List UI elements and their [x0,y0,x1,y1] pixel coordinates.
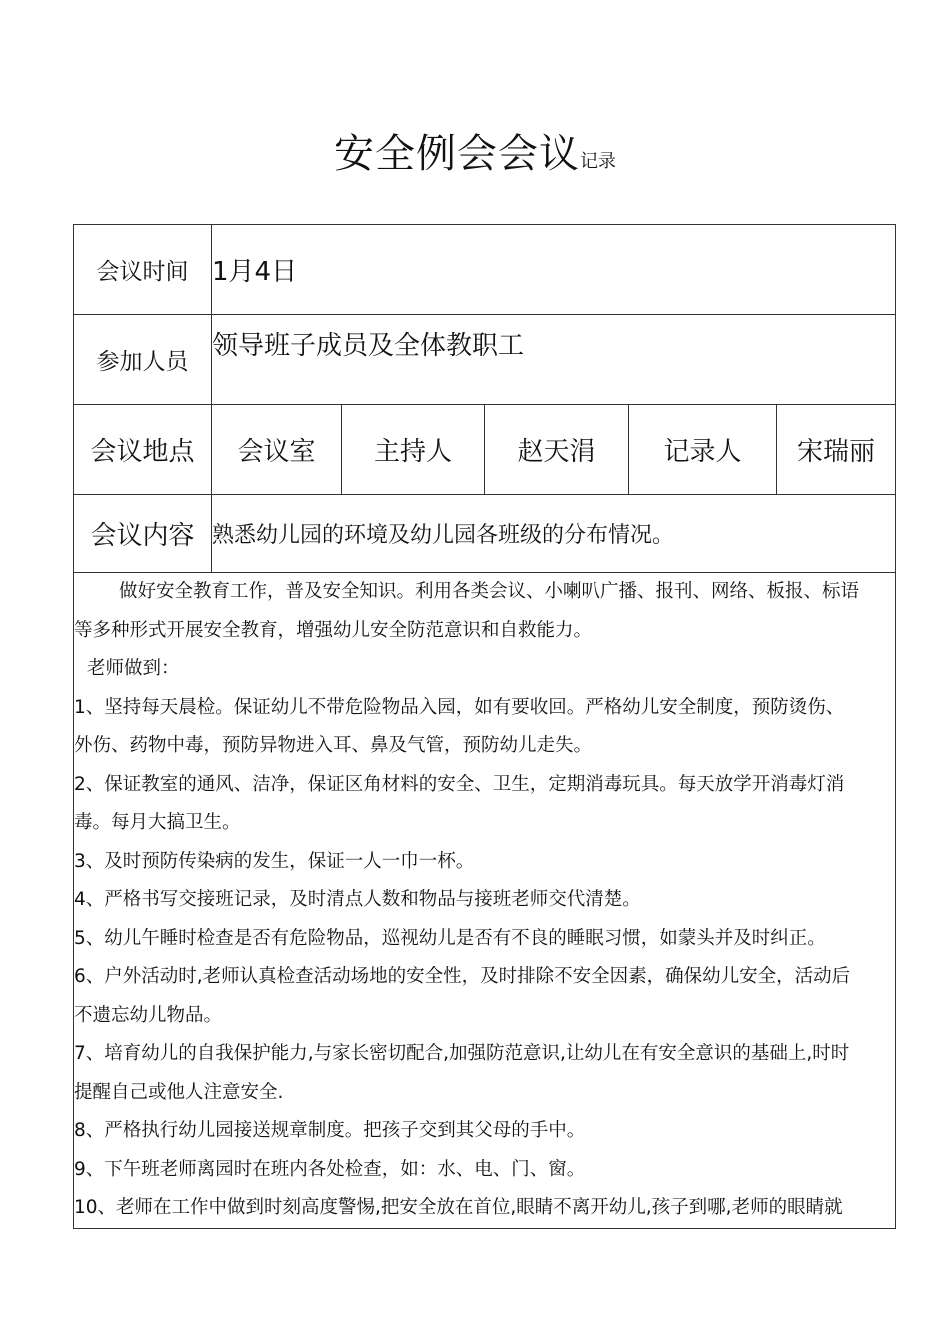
time-label: 会议时间 [74,225,212,315]
body-line: 外伤、药物中毒，预防异物进入耳、鼻及气管，预防幼儿走失。 [74,735,593,756]
content-value: 熟悉幼儿园的环境及幼儿园各班级的分布情况。 [212,495,896,573]
location-label: 会议地点 [74,405,212,495]
row-content [74,495,896,573]
body-line: 做好安全教育工作，普及安全知识。利用各类会议、小喇叭广播、报刊、网络、板报、标语 [119,581,860,602]
body-line: 毒。每月大搞卫生。 [74,812,241,833]
body-line: 1、坚持每天晨检。保证幼儿不带危险物品入园，如有要收回。严格幼儿安全制度，预防烫伤、 [74,696,845,718]
recorder-label: 记录人 [629,405,777,495]
body-line: 5、幼儿午睡时检查是否有危险物品，巡视幼儿是否有不良的睡眠习惯，如蒙头并及时纠正。 [74,927,826,949]
body-line: 4、严格书写交接班记录，及时清点人数和物品与接班老师交代清楚。 [74,889,641,910]
body-line: 9、下午班老师离园时在班内各处检查，如：水、电、门、窗。 [74,1158,586,1180]
row-attendees [74,315,896,405]
attendees-label: 参加人员 [74,315,212,405]
body-line: 3、及时预防传染病的发生，保证一人一巾一杯。 [74,850,475,872]
recorder-value: 宋瑞丽 [777,405,896,495]
body-line: 7、培育幼儿的自我保护能力,与家长密切配合,加强防范意识,让幼儿在有安全意识的基础上,时时 [74,1043,850,1064]
content-label: 会议内容 [74,495,212,573]
body-line: 10、老师在工作中做到时刻高度警惕,把安全放在首位,眼睛不离开幼儿,孩子到哪,老师的眼睛就 [74,1197,843,1218]
host-label: 主持人 [342,405,485,495]
body-line: 提醒自己或他人注意安全. [74,1081,284,1103]
title-suffix: 记录 [580,151,616,172]
body-line: 等多种形式开展安全教育，增强幼儿安全防范意识和自救能力。 [74,619,593,641]
row-body [74,573,896,1229]
attendees-value: 领导班子成员及全体教职工 [212,315,896,405]
body-text [74,573,896,1229]
location-value: 会议室 [212,405,342,495]
host-value: 赵天涓 [485,405,629,495]
body-line: 2、保证教室的通风、洁净，保证区角材料的安全、卫生，定期消毒玩具。每天放学开消毒灯消 [74,773,845,795]
time-value: 1月4日 [212,225,896,315]
row-time [74,225,896,315]
body-line: 6、户外活动时,老师认真检查活动场地的安全性，及时排除不安全因素，确保幼儿安全，活动后 [74,966,851,987]
document-title [0,122,950,179]
meeting-record-table [73,224,896,1229]
title-main: 安全例会会议 [334,131,580,177]
row-location [74,405,896,495]
body-line: 老师做到： [87,658,180,679]
body-line: 不遗忘幼儿物品。 [74,1004,223,1026]
body-line: 8、严格执行幼儿园接送规章制度。把孩子交到其父母的手中。 [74,1120,586,1141]
